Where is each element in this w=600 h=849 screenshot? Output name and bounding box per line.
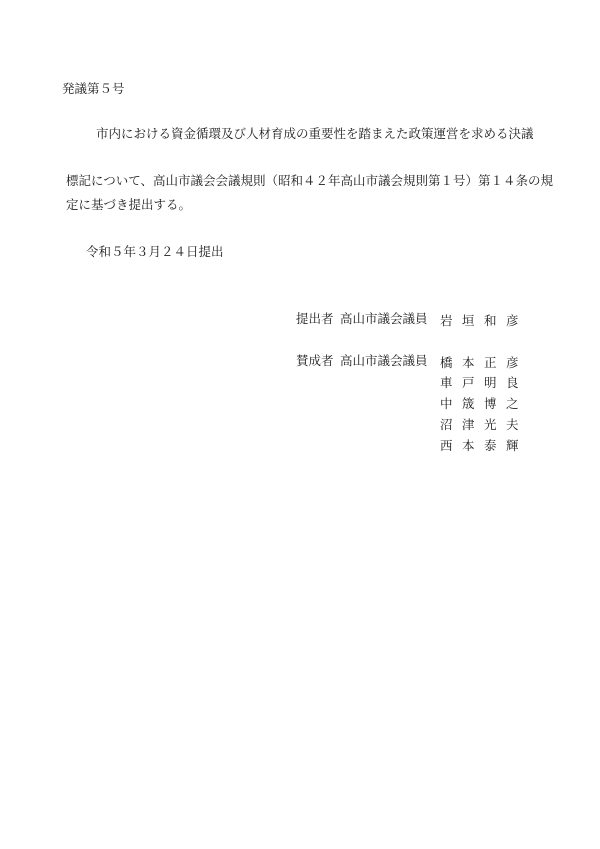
name-char: 西 (440, 438, 453, 453)
name-char: 本 (462, 438, 475, 453)
supporter-name (440, 436, 528, 454)
name-char: 輝 (506, 438, 519, 453)
name-char: 橋 (440, 355, 453, 370)
proposer-row (296, 311, 436, 327)
name-char: 夫 (506, 417, 519, 432)
name-char: 之 (506, 396, 519, 411)
name-char: 筬 (462, 396, 475, 411)
name-char: 泰 (484, 438, 497, 453)
body-text-line-1: 標記について、高山市議会会議規則（昭和４２年高山市議会規則第１号）第１４条の規 (66, 173, 554, 188)
name-char: 良 (506, 375, 519, 390)
name-char: 戸 (462, 375, 475, 390)
name-char: 沼 (440, 417, 453, 432)
proposer-affiliation: 高山市議会議員 (340, 311, 428, 326)
supporter-header-row (296, 353, 436, 369)
supporter-affiliation: 高山市議会議員 (340, 353, 428, 368)
supporter-name (440, 353, 528, 371)
name-char: 和 (484, 313, 497, 328)
name-char: 彦 (506, 313, 519, 328)
name-char: 垣 (462, 313, 475, 328)
supporter-name (440, 415, 528, 433)
submission-date: 令和５年３月２４日提出 (86, 244, 224, 259)
document-title: 市内における資金循環及び人材育成の重要性を踏まえた政策運営を求める決議 (96, 126, 534, 141)
name-char: 明 (484, 375, 497, 390)
proposer-role: 提出者 (296, 311, 334, 326)
name-char: 光 (484, 417, 497, 432)
name-char: 博 (484, 396, 497, 411)
supporter-role: 賛成者 (296, 353, 334, 368)
name-char: 津 (462, 417, 475, 432)
name-char: 彦 (506, 355, 519, 370)
name-char: 正 (484, 355, 497, 370)
name-char: 車 (440, 375, 453, 390)
supporter-name (440, 373, 528, 391)
name-char: 本 (462, 355, 475, 370)
body-text-line-2: 定に基づき提出する。 (66, 197, 192, 212)
name-char: 岩 (440, 313, 453, 328)
name-char: 中 (440, 396, 453, 411)
proposer-name (440, 311, 528, 329)
supporter-name (440, 394, 528, 412)
document-number: 発議第５号 (62, 81, 125, 96)
